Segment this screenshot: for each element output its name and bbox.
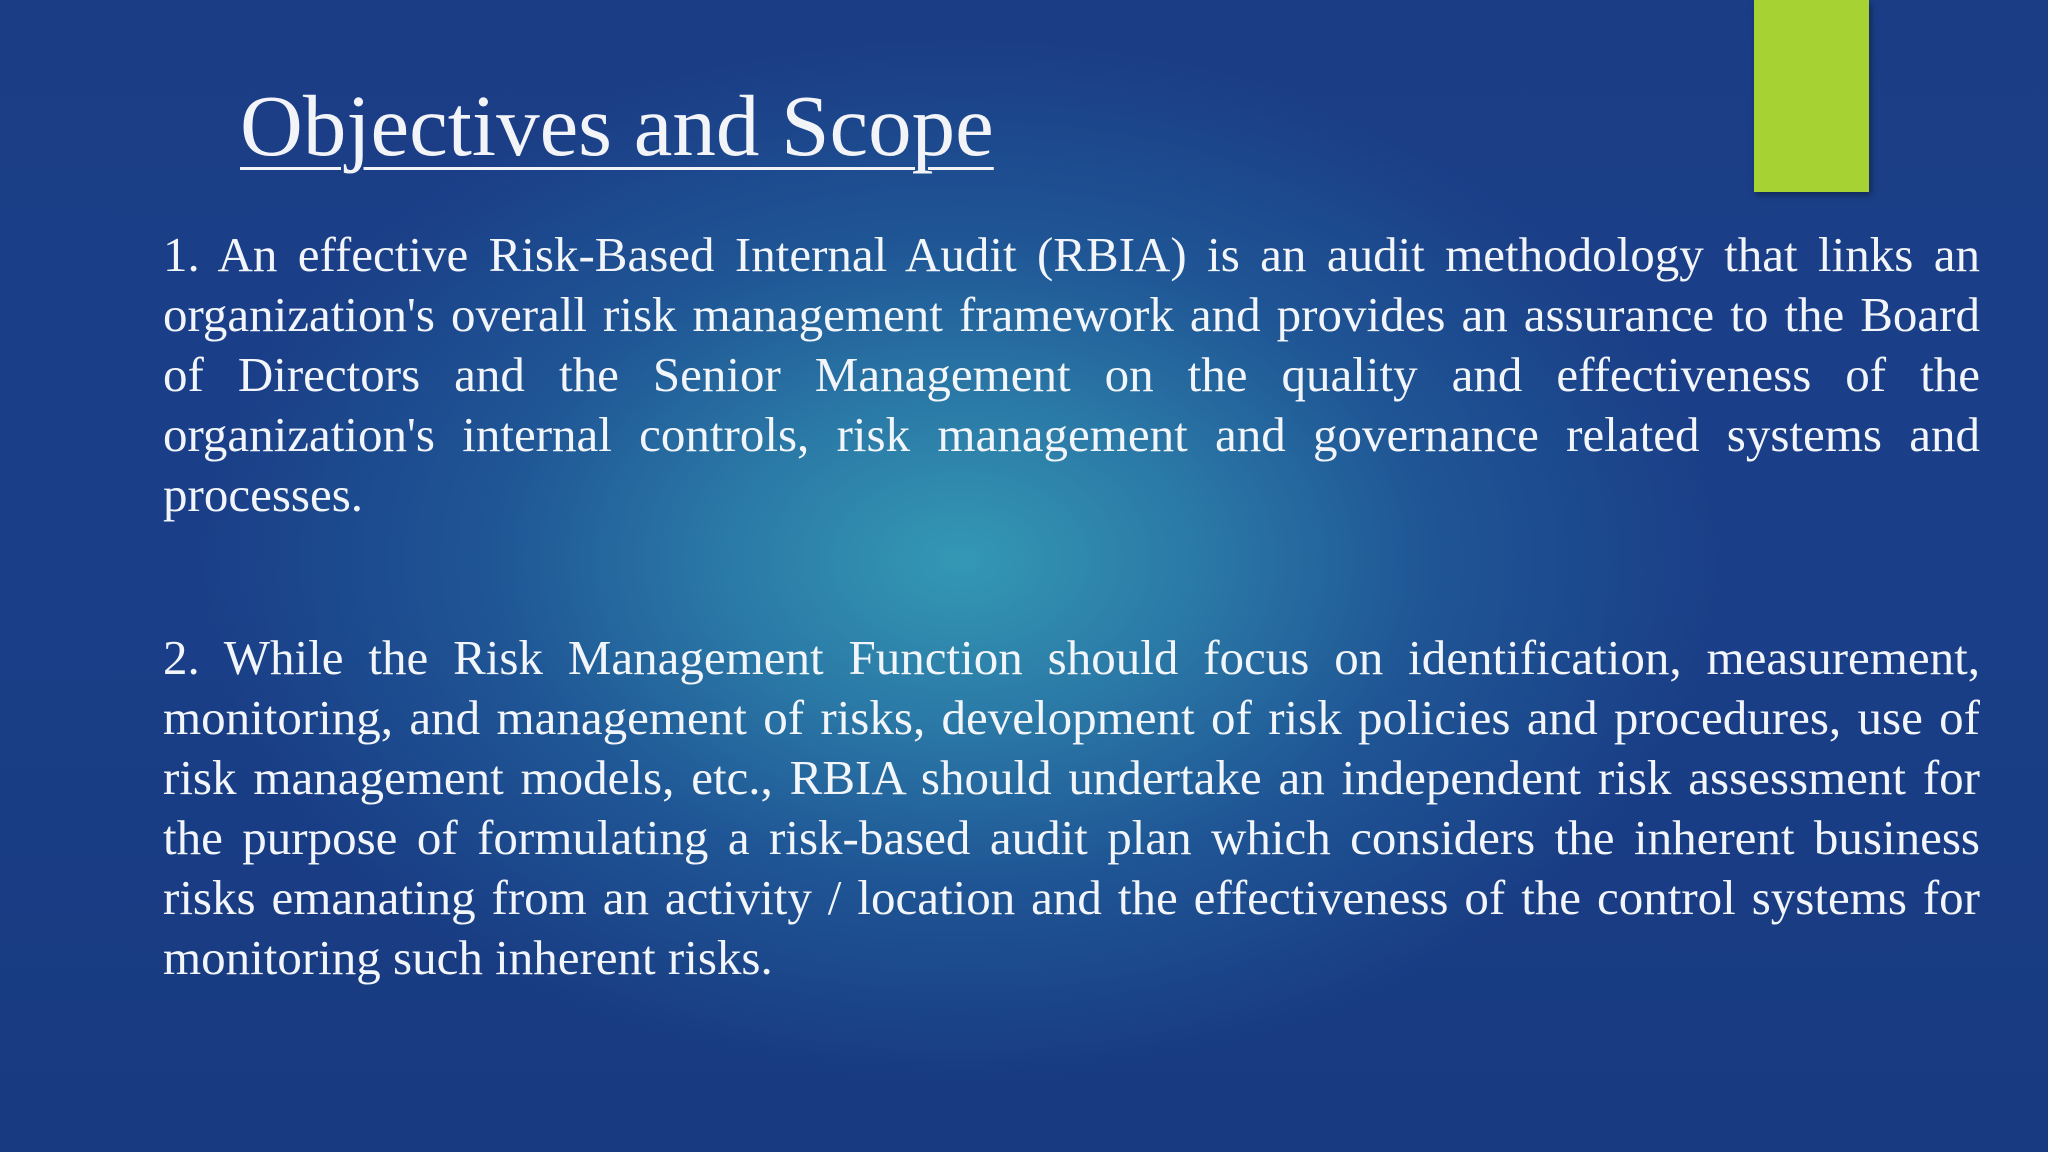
paragraph-1-container — [163, 225, 1980, 525]
paragraph-1: 1. An effective Risk-Based Internal Audit (RBIA) is an audit methodology that links an organization's overall risk management framework and provides an assurance to the Board of Directors and the Senior Management on the quality and effectiveness of the organization's internal controls, risk management and governance related systems and processes. — [163, 227, 1980, 522]
slide-title: Objectives and Scope — [240, 77, 994, 174]
paragraph-2-container — [163, 628, 1980, 988]
accent-bar — [1754, 0, 1869, 192]
paragraph-2: 2. While the Risk Management Function should focus on identification, measurement, monitoring, and management of risks, development of risk policies and procedures, use of risk management models, etc., RBIA should undertake an independent risk assessment for the purpose of formulating a risk-based audit plan which considers the inherent business risks emanating from an activity / location and the effectiveness of the control systems for monitoring such inherent risks. — [163, 630, 1980, 985]
